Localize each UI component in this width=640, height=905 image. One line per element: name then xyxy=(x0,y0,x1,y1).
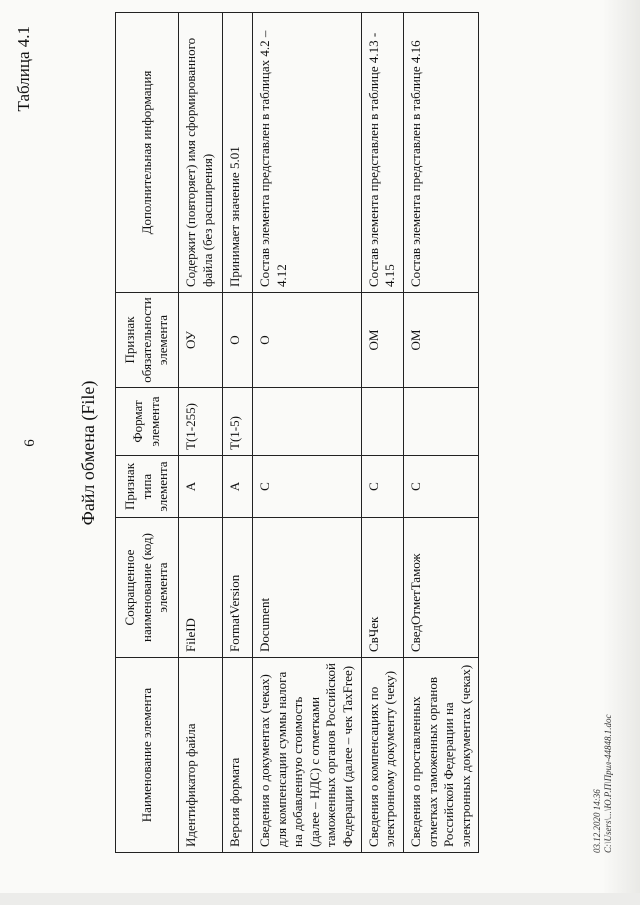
cell-code: СвЧек xyxy=(361,518,403,658)
header-cell: Признак типа элемента xyxy=(116,456,179,518)
header-cell: Наименование элемента xyxy=(116,658,179,853)
table-row xyxy=(252,13,361,853)
header-cell: Признак обязательности элемента xyxy=(116,293,179,388)
cell-info: Принимает значение 5.01 xyxy=(222,13,252,293)
table-row xyxy=(178,13,222,853)
data-table xyxy=(115,12,479,853)
header-cell: Дополнительная информация xyxy=(116,13,179,293)
cell-info: Содержит (повторяет) имя сформированного файла (без расширения) xyxy=(178,13,222,293)
table-row xyxy=(361,13,403,853)
cell-code: FileID xyxy=(178,518,222,658)
cell-info: Состав элемента представлен в таблицах 4.2 – 4.12 xyxy=(252,13,361,293)
cell-format: T(1-255) xyxy=(178,388,222,456)
cell-required: О xyxy=(252,293,361,388)
file-footer xyxy=(592,714,614,853)
cell-required: ОМ xyxy=(361,293,403,388)
footer-path: C:\Users\...\Ю.Р.П\Прил-44848.1.doc xyxy=(602,714,613,853)
table-label: Таблица 4.1 xyxy=(14,26,33,112)
cell-format xyxy=(403,388,479,456)
cell-format xyxy=(361,388,403,456)
cell-name: Сведения о проставленных отметках таможенных органов Российской Федерации на электронных документах (чеках) xyxy=(403,658,479,853)
cell-required: ОУ xyxy=(178,293,222,388)
cell-format xyxy=(252,388,361,456)
cell-required: О xyxy=(222,293,252,388)
cell-type: С xyxy=(403,456,479,518)
cell-name: Версия формата xyxy=(222,658,252,853)
table-header-row xyxy=(116,13,179,853)
header-cell: Формат элемента xyxy=(116,388,179,456)
table-row xyxy=(222,13,252,853)
cell-code: СведОтметТамож xyxy=(403,518,479,658)
cell-name: Сведения о документах (чеках) для компенсации суммы налога на добавленную стоимость (далее – НДС) с отметками таможенных органов Российской Федерации (далее – чек TaxFree) xyxy=(252,658,361,853)
table-row xyxy=(403,13,479,853)
cell-type: С xyxy=(361,456,403,518)
cell-name: Идентификатор файла xyxy=(178,658,222,853)
page-number: 6 xyxy=(22,439,38,447)
cell-info: Состав элемента представлен в таблице 4.13 - 4.15 xyxy=(361,13,403,293)
cell-type: А xyxy=(178,456,222,518)
cell-required: ОМ xyxy=(403,293,479,388)
cell-code: FormatVersion xyxy=(222,518,252,658)
footer-timestamp: 03.12.2020 14:36 xyxy=(592,789,602,853)
table-caption: Файл обмена (File) xyxy=(78,380,98,526)
cell-type: А xyxy=(222,456,252,518)
cell-type: С xyxy=(252,456,361,518)
header-cell: Сокращенное наименование (код) элемента xyxy=(116,518,179,658)
cell-name: Сведения о компенсациях по электронному документу (чеку) xyxy=(361,658,403,853)
cell-code: Document xyxy=(252,518,361,658)
cell-format: T(1-5) xyxy=(222,388,252,456)
cell-info: Состав элемента представлен в таблице 4.16 xyxy=(403,13,479,293)
